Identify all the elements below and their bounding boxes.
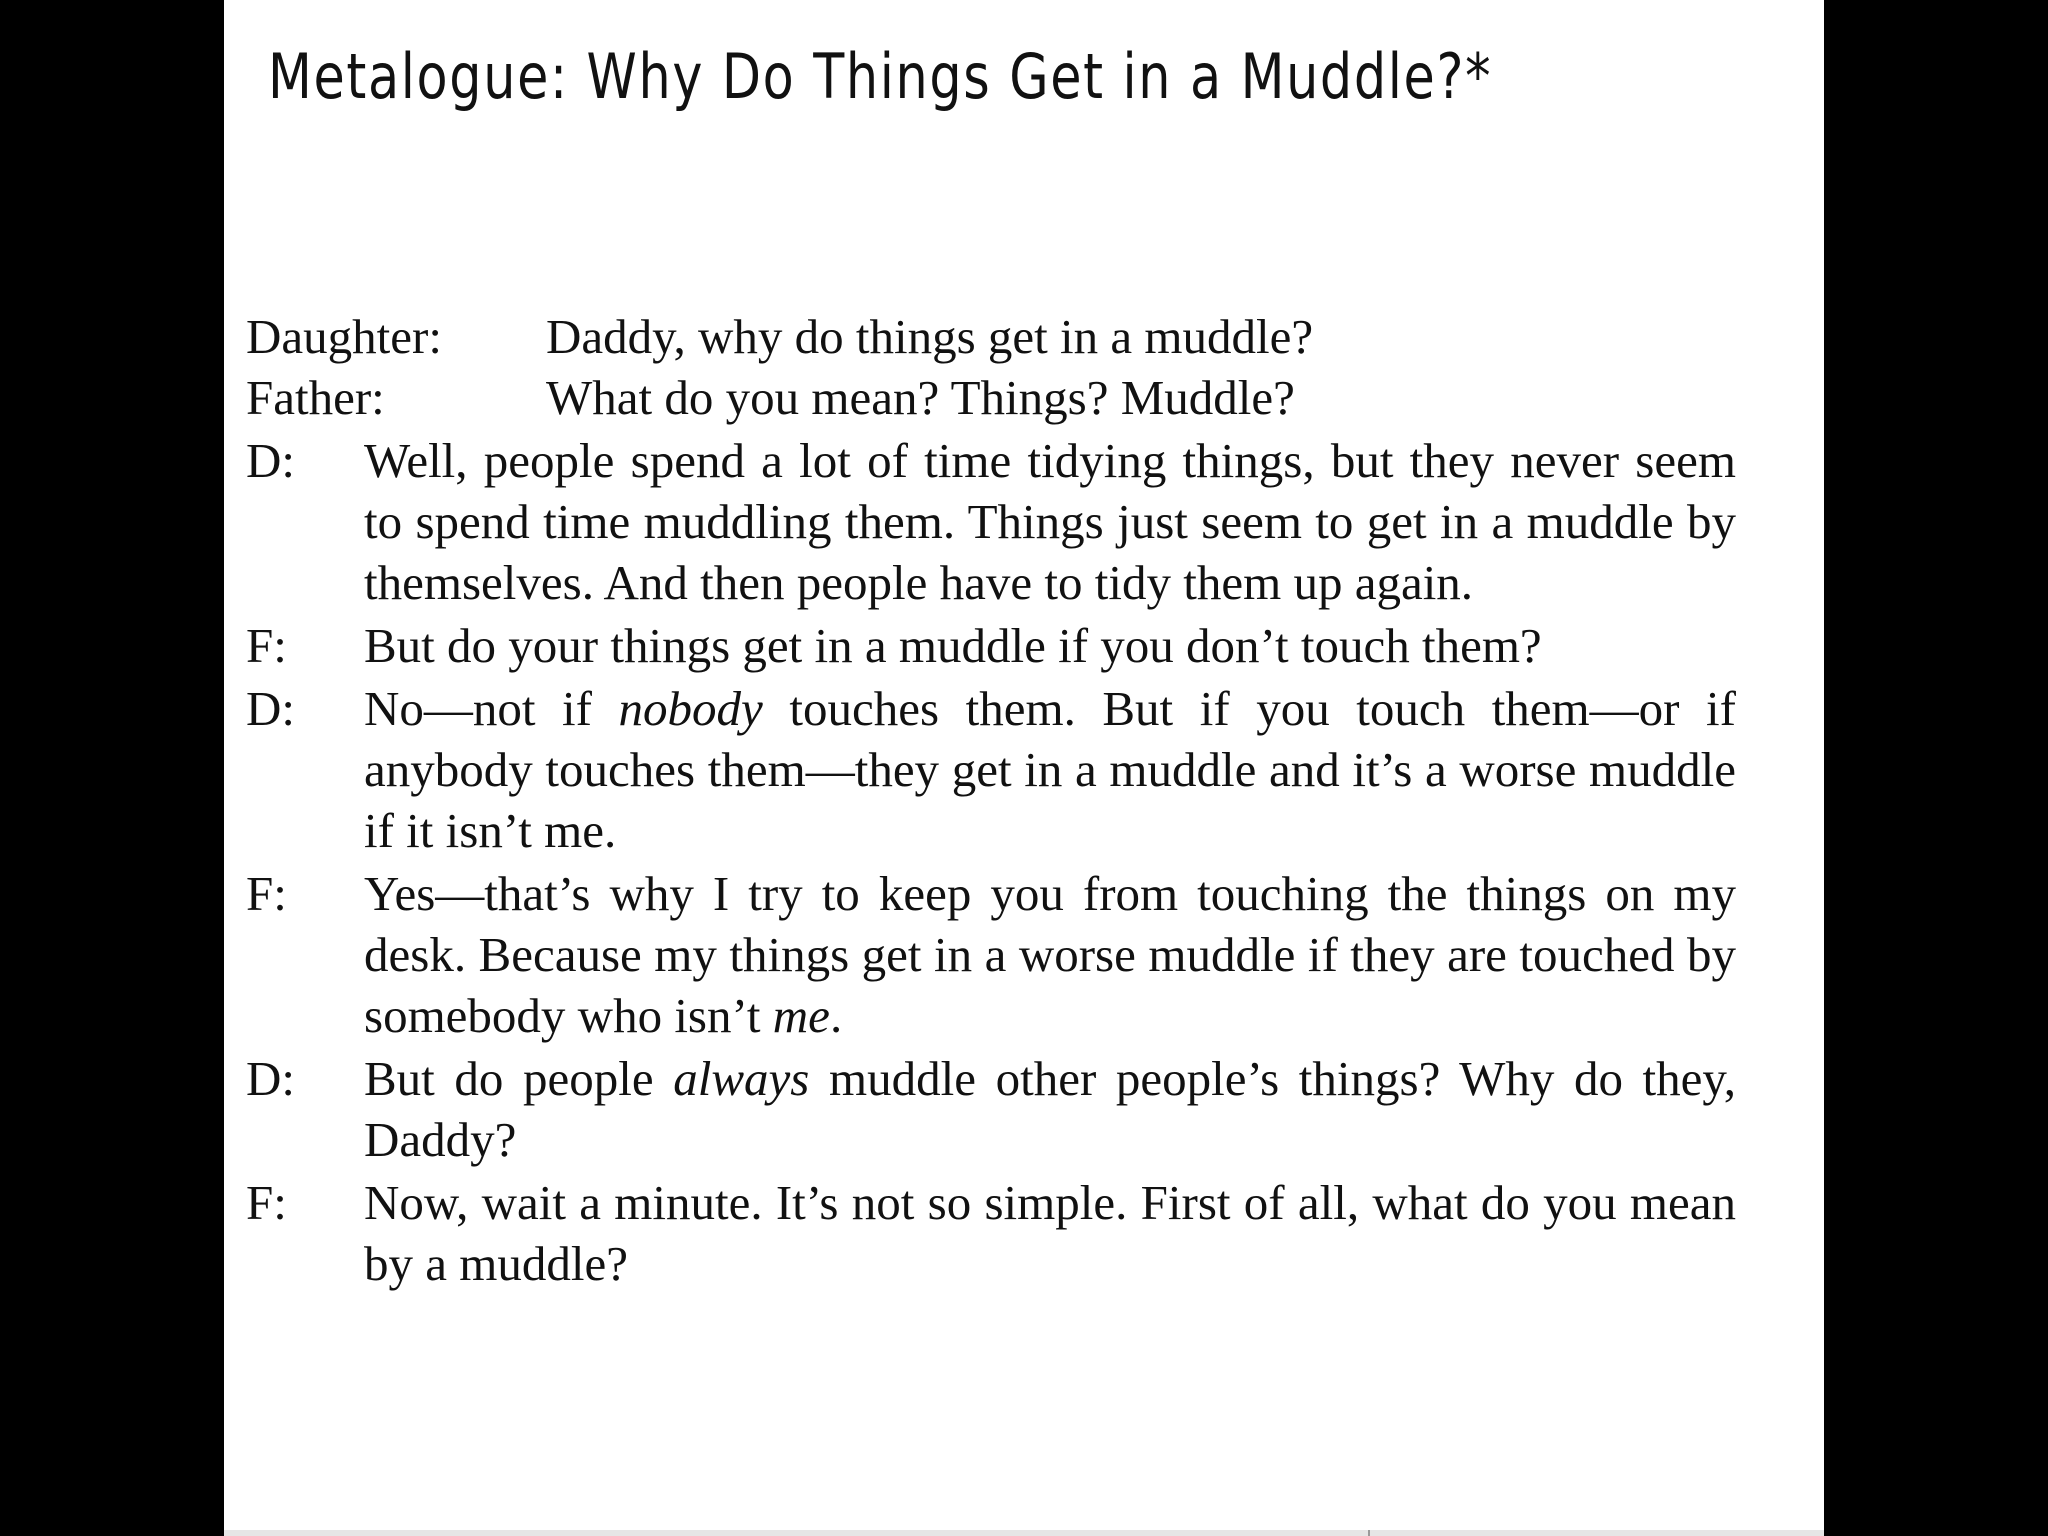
dialogue-line-f-1 xyxy=(246,615,1736,676)
line-text-part: Yes—that’s why I try to keep you from touching the things on my desk. Because my things get in a worse muddle if they are touched by somebody who isn’t xyxy=(364,866,1736,1043)
speaker-label: Daughter: xyxy=(246,309,442,364)
line-text: Daddy, why do things get in a muddle? xyxy=(546,309,1314,364)
document-page xyxy=(224,0,1824,1536)
line-text-part: But do people xyxy=(364,1051,674,1106)
emphasis-text: nobody xyxy=(618,681,763,736)
dialogue-line-father xyxy=(246,367,1736,428)
line-text xyxy=(364,863,1736,1046)
dialogue-body xyxy=(246,306,1736,1294)
page-edge-mark xyxy=(1368,1530,1370,1536)
line-text xyxy=(364,1172,1736,1294)
line-text xyxy=(364,678,1736,861)
line-text-part: But do your things get in a muddle if you don’t touch them? xyxy=(364,618,1542,673)
dialogue-line-f-3 xyxy=(246,1172,1736,1294)
speaker-label: D: xyxy=(246,681,295,736)
line-text xyxy=(364,430,1736,613)
speaker-label: Father: xyxy=(246,370,385,425)
speaker-label: F: xyxy=(246,1175,287,1230)
line-text-part: . xyxy=(829,988,843,1043)
dialogue-line-d-2 xyxy=(246,678,1736,861)
page-bottom-edge xyxy=(224,1530,1824,1536)
line-text-part: touches them. But if you touch them—or if anybody touches them—they get in a muddle and it’s a worse muddle if it isn’t me. xyxy=(364,681,1736,858)
emphasis-text: me xyxy=(772,988,830,1043)
dialogue-line-f-2 xyxy=(246,863,1736,1046)
speaker-label: F: xyxy=(246,866,287,921)
dialogue-line-daughter xyxy=(246,306,1736,367)
line-text-part: Now, wait a minute. It’s not so simple. First of all, what do you mean by a muddle? xyxy=(364,1175,1736,1291)
line-text-part: muddle other people’s things? Why do they, Daddy? xyxy=(364,1051,1736,1167)
line-text-part: No—not if xyxy=(364,681,619,736)
line-text-part: Well, people spend a lot of time tidying things, but they never seem to spend time muddling them. Things just seem to get in a muddle by themselves. And then people have to tidy them up again. xyxy=(364,433,1736,610)
speaker-label: D: xyxy=(246,1051,295,1106)
line-text xyxy=(364,615,1736,676)
speaker-label: F: xyxy=(246,618,287,673)
speaker-label: D: xyxy=(246,433,295,488)
dialogue-line-d-3 xyxy=(246,1048,1736,1170)
emphasis-text: always xyxy=(673,1051,810,1106)
line-text: What do you mean? Things? Muddle? xyxy=(546,370,1295,425)
line-text xyxy=(364,1048,1736,1170)
page-title: Metalogue: Why Do Things Get in a Muddle?* xyxy=(268,40,1493,113)
dialogue-line-d-1 xyxy=(246,430,1736,613)
